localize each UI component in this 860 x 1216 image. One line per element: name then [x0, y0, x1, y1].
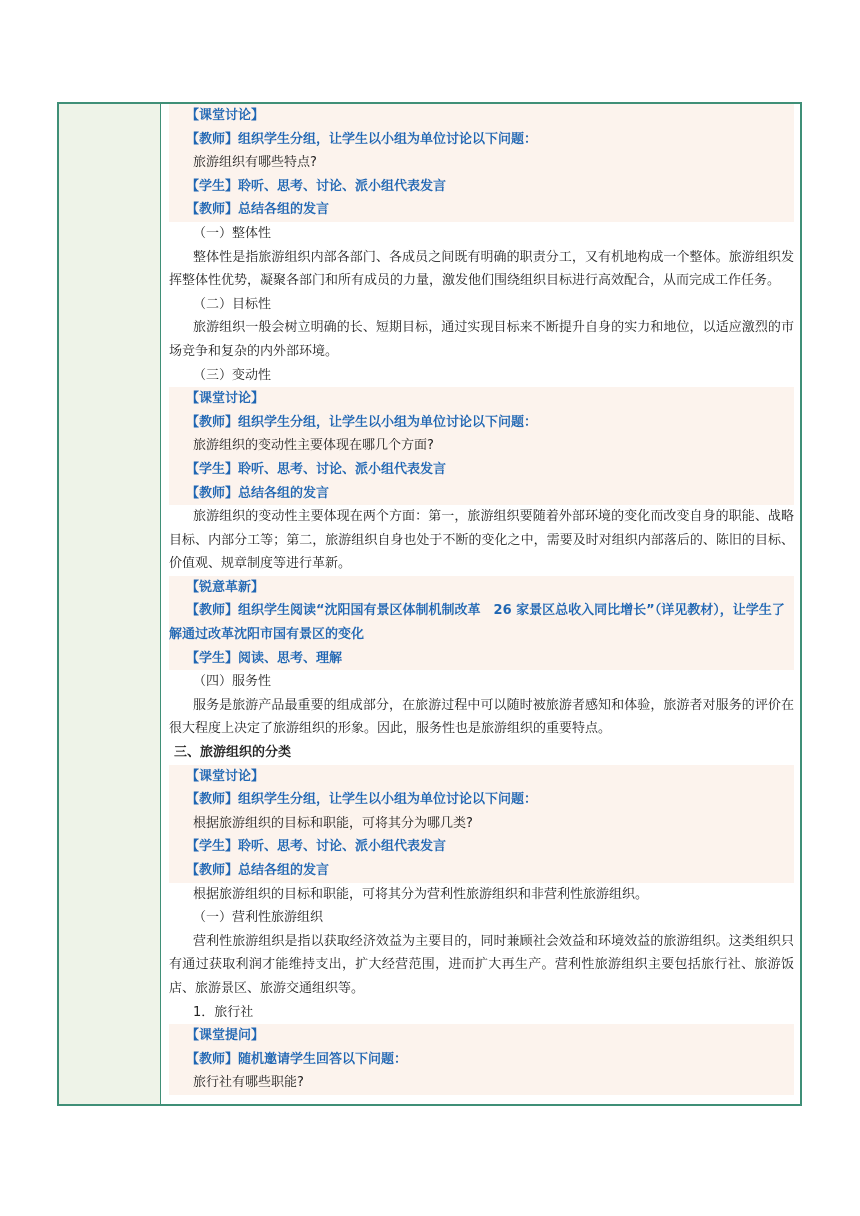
question-block: [169, 1024, 794, 1095]
classroom-question: 旅行社有哪些职能?: [193, 1075, 304, 1091]
teacher-summary: 【教师】总结各组的发言: [186, 485, 330, 501]
subsection-title: （三）变动性: [193, 367, 272, 383]
teacher-instruction: 【教师】组织学生分组，让学生以小组为单位讨论以下问题：: [186, 792, 538, 808]
teacher-instruction: 【教师】组织学生分组，让学生以小组为单位讨论以下问题：: [186, 414, 538, 430]
student-activity: 【学生】聆听、思考、讨论、派小组代表发言: [186, 178, 447, 194]
discussion-heading: 【课堂讨论】: [186, 108, 265, 123]
list-item-title: 1．旅行社: [193, 1004, 254, 1020]
subsection-title: （四）服务性: [193, 674, 272, 690]
student-activity: 【学生】阅读、思考、理解: [186, 650, 343, 666]
discussion-block-1: [169, 104, 794, 222]
reform-block: [169, 576, 794, 670]
paragraph: 旅游组织一般会树立明确的长、短期目标，通过实现目标来不断提升自身的实力和地位，以适应激烈的市场竞争和复杂的内外部环境。: [169, 320, 794, 359]
discussion-block-3: [169, 765, 794, 883]
paragraph: 根据旅游组织的目标和职能，可将其分为营利性旅游组织和非营利性旅游组织。: [193, 886, 649, 902]
table-content-cell: [161, 104, 800, 1104]
teacher-instruction: 【教师】组织学生分组，让学生以小组为单位讨论以下问题：: [186, 131, 538, 147]
teacher-summary: 【教师】总结各组的发言: [186, 202, 330, 218]
table-left-column: [59, 104, 161, 1104]
teacher-summary: 【教师】总结各组的发言: [186, 863, 330, 878]
subsection-title: （一）整体性: [193, 225, 272, 241]
question-heading: 【课堂提问】: [186, 1028, 265, 1044]
subsection-title: （一）营利性旅游组织: [193, 910, 324, 926]
subsection-title: （二）目标性: [193, 296, 272, 312]
discussion-question: 旅游组织的变动性主要体现在哪几个方面?: [193, 438, 434, 454]
discussion-block-2: [169, 387, 794, 505]
discussion-heading: 【课堂讨论】: [186, 391, 265, 407]
paragraph: 服务是旅游产品最重要的组成部分，在旅游过程中可以随时被旅游者感知和体验，旅游者对服务的评价在很大程度上决定了旅游组织的形象。因此，服务性也是旅游组织的重要特点。: [169, 697, 794, 737]
discussion-question: 旅游组织有哪些特点?: [193, 155, 317, 171]
student-activity: 【学生】聆听、思考、讨论、派小组代表发言: [186, 461, 447, 477]
reform-heading: 【锐意革新】: [186, 579, 265, 595]
student-activity: 【学生】聆听、思考、讨论、派小组代表发言: [186, 839, 447, 855]
discussion-heading: 【课堂讨论】: [186, 768, 265, 784]
paragraph: 旅游组织的变动性主要体现在两个方面：第一，旅游组织要随着外部环境的变化而改变自身的职能、战略目标、内部分工等；第二，旅游组织自身也处于不断的变化之中，需要及时对组织内部落后的、陈旧的目标、价值观、规章制度等进行革新。: [169, 509, 794, 572]
teacher-instruction: 【教师】组织学生阅读“沈阳国有景区体制机制改革 26 家景区总收入同比增长”（详见教材），让学生了解通过改革沈阳市国有景区的变化: [169, 603, 785, 643]
teacher-instruction: 【教师】随机邀请学生回答以下问题：: [186, 1051, 408, 1067]
lesson-table: [57, 102, 802, 1106]
paragraph: 营利性旅游组织是指以获取经济效益为主要目的，同时兼顾社会效益和环境效益的旅游组织。这类组织只有通过获取利润才能维持支出，扩大经营范围，进而扩大再生产。营利性旅游组织主要包括旅行社、旅游饭店、旅游景区、旅游交通组织等。: [169, 933, 794, 996]
paragraph: 整体性是指旅游组织内部各部门、各成员之间既有明确的职责分工，又有机地构成一个整体。旅游组织发挥整体性优势，凝聚各部门和所有成员的力量，激发他们围绕组织目标进行高效配合，从而完成工作任务。: [169, 249, 794, 289]
discussion-question: 根据旅游组织的目标和职能，可将其分为哪几类?: [193, 815, 473, 831]
section-heading: 三、旅游组织的分类: [174, 745, 292, 761]
